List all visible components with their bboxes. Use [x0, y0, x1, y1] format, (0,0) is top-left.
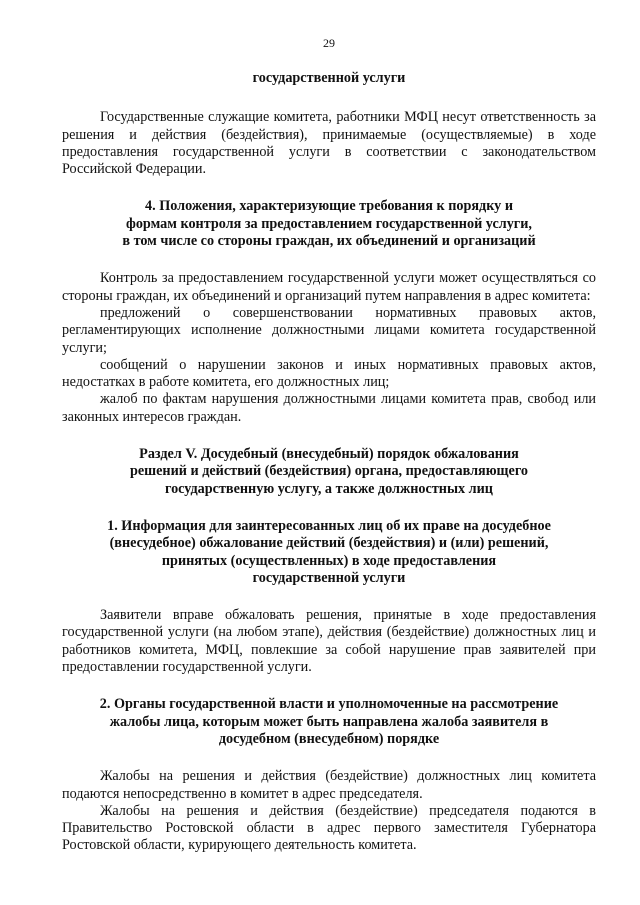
heading-line: государственной услуги: [252, 569, 406, 586]
heading-line: решений и действий (бездействия) органа, предоставляющего: [129, 463, 529, 480]
complaints-to-committee-paragraph: Жалобы на решения и действия (бездействие) должностных лиц комитета подаются непосредственно в комитет в адрес председателя.: [62, 768, 596, 802]
heading-line: Раздел V. Досудебный (внесудебный) порядок обжалования: [139, 446, 519, 463]
heading-line: 4. Положения, характеризующие требования к порядку и: [145, 198, 513, 215]
section-5-heading: [62, 446, 596, 498]
subsection-2-heading: [62, 696, 596, 748]
heading-line: государственную услугу, а также должностных лиц: [165, 480, 493, 497]
proposals-paragraph: предложений о совершенствовании нормативных правовых актов, регламентирующих исполнение должностными лицами комитета государственной услуги;: [62, 304, 596, 356]
subsection-1-heading: [62, 518, 596, 587]
heading-line: 1. Информация для заинтересованных лиц об их праве на досудебное: [107, 517, 551, 534]
heading-line: формам контроля за предоставлением государственной услуги,: [126, 215, 532, 232]
complaints-paragraph: жалоб по фактам нарушения должностными лицами комитета прав, свобод или законных интересов граждан.: [62, 391, 596, 425]
heading-line: 2. Органы государственной власти и уполномоченные на рассмотрение: [99, 696, 559, 713]
heading-line: принятых (осуществленных) в ходе предоставления: [161, 552, 497, 569]
appeal-right-paragraph: Заявители вправе обжаловать решения, принятые в ходе предоставления государственной услуги (на любом этапе), действия (бездействие) должностных лиц и работников комитета, МФЦ, повлекшие за собой нарушение прав заявителей при предоставлении государственной услуги.: [62, 607, 596, 676]
reports-paragraph: сообщений о нарушении законов и иных нормативных правовых актов, недостатках в работе комитета, его должностных лиц;: [62, 356, 596, 391]
complaints-to-government-paragraph: Жалобы на решения и действия (бездействие) председателя подаются в Правительство Ростовской области в адрес первого заместителя Губернатора Ростовской области, курирующего деятельность комитета.: [62, 802, 596, 854]
heading-line: жалобы лица, которым может быть направлена жалоба заявителя в: [109, 713, 549, 730]
heading-line: досудебном (внесудебном) порядке: [218, 730, 440, 747]
heading-line: (внесудебное) обжалование действий (бездействия) и (или) решений,: [109, 535, 549, 552]
responsibility-paragraph: Государственные служащие комитета, работники МФЦ несут ответственность за решения и действия (бездействия), принимаемые (осуществляемые) в ходе предоставления государственной услуги в соответствии с законодательством Российской Федерации.: [62, 109, 596, 178]
page-number: 29: [323, 36, 335, 50]
document-page: [62, 36, 596, 855]
heading-line: в том числе со стороны граждан, их объединений и организаций: [122, 233, 536, 250]
continued-heading: государственной услуги: [252, 70, 406, 86]
control-paragraph: Контроль за предоставлением государственной услуги может осуществляться со стороны граждан, их объединений и организаций путем направления в адрес комитета:: [62, 270, 596, 304]
section-4-heading: [62, 198, 596, 250]
